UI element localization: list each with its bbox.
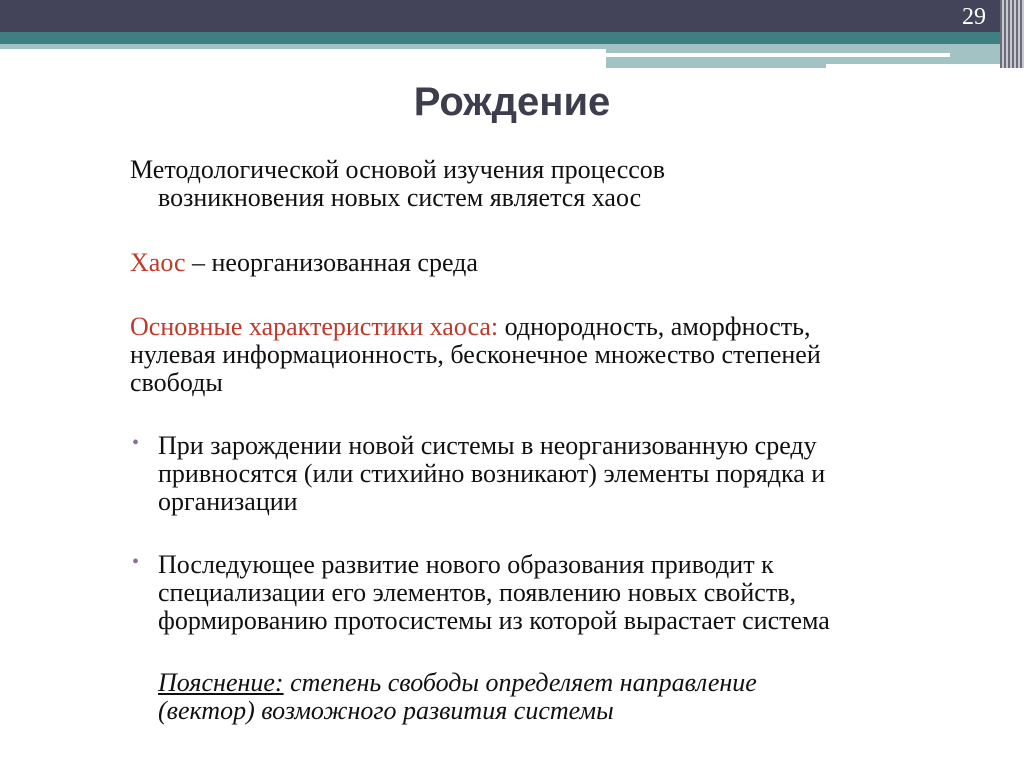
bullet1-line2: привносятся (или стихийно возникают) элементы порядка и: [158, 459, 826, 488]
note-text: степень свободы определяет направление: [283, 668, 757, 697]
bullet1-line3: организации: [158, 487, 298, 516]
bullet2-line3: формированию протосистемы из которой вырастает система: [158, 606, 830, 635]
para1-line1: Методологической основой изучения процессов: [130, 155, 666, 184]
bullet2-line1: Последующее развитие нового образования приводит к: [158, 550, 774, 579]
bullet2-line2: специализации его элементов, появлению новых свойств,: [158, 578, 796, 607]
header-light-strip: [0, 44, 606, 49]
header-white-block: [826, 64, 1006, 68]
characteristics-line2: нулевая информационность, бесконечное множество степеней: [130, 340, 821, 369]
slide-title: Рождение: [413, 80, 611, 124]
characteristics-line1: [130, 313, 810, 341]
bullet1-line1: При зарождении новой системы в неорганизованную среду: [158, 431, 817, 460]
characteristics-label: Основные характеристики хаоса:: [130, 312, 499, 341]
chaos-definition-text: – неорганизованная среда: [185, 248, 478, 277]
right-edge-lines: [1000, 0, 1024, 68]
note-line2: (вектор) возможного развития системы: [158, 696, 614, 725]
characteristics-text: однородность, аморфность,: [498, 312, 811, 341]
bullet-icon: •: [132, 432, 140, 454]
chaos-definition: [130, 249, 478, 277]
slide-number: 29: [962, 4, 986, 30]
header-white-line: [606, 53, 950, 57]
characteristics-line3: свободы: [130, 368, 223, 397]
header-dark-band: [0, 0, 1024, 32]
note-line1: [158, 669, 757, 697]
chaos-term: Хаос: [130, 248, 186, 277]
bullet-icon: •: [132, 551, 140, 573]
para1-line2: возникновения новых систем является хаос: [158, 183, 642, 212]
note-label: Пояснение:: [158, 668, 284, 697]
header-teal-band: [0, 32, 1024, 44]
